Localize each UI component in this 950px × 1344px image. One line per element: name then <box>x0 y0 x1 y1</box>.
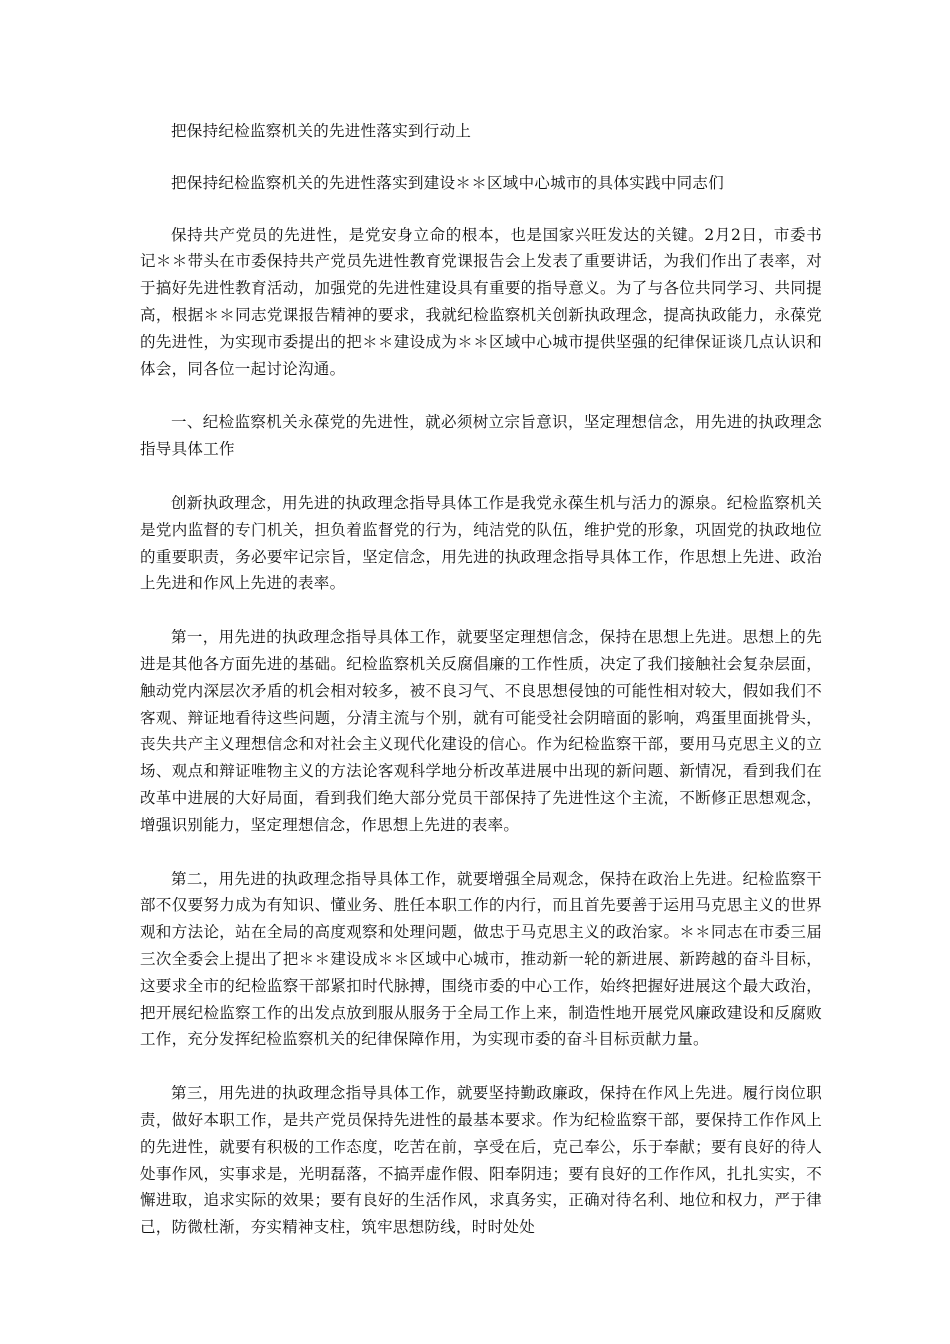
paragraph-second-point: 第二，用先进的执政理念指导具体工作，就要增强全局观念，保持在政治上先进。纪检监察干部不仅要努力成为有知识、懂业务、胜任本职工作的内行，而且首先要善于运用马克思主义的世界观和方法论，站在全局的高度观察和处理问题，做忠于马克思主义的政治家。＊＊同志在市委三届三次全委会上提出了把＊＊建设成＊＊区域中心城市，推动新一轮的新进展、新跨越的奋斗目标，这要求全市的纪检监察干部紧扣时代脉搏，围绕市委的中心工作，始终把握好进展这个最大政治，把开展纪检监察工作的出发点放到服从服务于全局工作上来，制造性地开展党风廉政建设和反腐败工作，充分发挥纪检监察机关的纪律保障作用，为实现市委的奋斗目标贡献力量。 <box>140 869 822 1049</box>
paragraph-first-point: 第一，用先进的执政理念指导具体工作，就要坚定理想信念，保持在思想上先进。思想上的先进是其他各方面先进的基础。纪检监察机关反腐倡廉的工作性质，决定了我们接触社会复杂层面，触动党内深层次矛盾的机会相对较多，被不良习气、不良思想侵蚀的可能性相对较大，假如我们不客观、辩证地看待这些问题，分清主流与个别，就有可能受社会阴暗面的影响，鸡蛋里面挑骨头，丧失共产主义理想信念和对社会主义现代化建设的信心。作为纪检监察干部，要用马克思主义的立场、观点和辩证唯物主义的方法论客观科学地分析改革进展中出现的新问题、新情况，看到我们在改革中进展的大好局面，看到我们绝大部分党员干部保持了先进性这个主流，不断修正思想观念，增强识别能力，坚定理想信念，作思想上先进的表率。 <box>140 628 822 834</box>
document-subtitle: 把保持纪检监察机关的先进性落实到建设＊＊区域中心城市的具体实践中同志们 <box>171 173 725 192</box>
paragraph-intro: 保持共产党员的先进性，是党安身立命的根本，也是国家兴旺发达的关键。2月2日，市委书记＊＊带头在市委保持共产党员先进性教育党课报告会上发表了重要讲话，为我们作出了表率，对于搞好先进性教育活动，加强党的先进性建设具有重要的指导意义。为了与各位共同学习、共同提高，根据＊＊同志党课报告精神的要求，我就纪检监察机关创新执政理念，提高执政能力，永葆党的先进性，为实现市委提出的把＊＊建设成为＊＊区域中心城市提供坚强的纪律保证谈几点认识和体会，同各位一起讨论沟通。 <box>140 225 822 378</box>
document-body <box>140 118 822 1268</box>
paragraph-section-one-intro: 创新执政理念，用先进的执政理念指导具体工作是我党永葆生机与活力的源泉。纪检监察机关是党内监督的专门机关，担负着监督党的行为，纯洁党的队伍，维护党的形象，巩固党的执政地位的重要职责，务必要牢记宗旨，坚定信念，用先进的执政理念指导具体工作，作思想上先进、政治上先进和作风上先进的表率。 <box>140 493 822 593</box>
document-title: 把保持纪检监察机关的先进性落实到行动上 <box>171 122 472 140</box>
section-heading-one: 一、纪检监察机关永葆党的先进性，就必须树立宗旨意识，坚定理想信念，用先进的执政理念指导具体工作 <box>140 413 822 459</box>
paragraph-third-point: 第三，用先进的执政理念指导具体工作，就要坚持勤政廉政，保持在作风上先进。履行岗位职责，做好本职工作，是共产党员保持先进性的最基本要求。作为纪检监察干部，要保持工作作风上的先进性，就要有积极的工作态度，吃苦在前，享受在后，克己奉公，乐于奉献；要有良好的待人处事作风，实事求是，光明磊落，不搞弄虚作假、阳奉阴违；要有良好的工作作风，扎扎实实，不懈进取，追求实际的效果；要有良好的生活作风，求真务实，正确对待名利、地位和权力，严于律己，防微杜渐，夯实精神支柱，筑牢思想防线，时时处处 <box>140 1084 822 1237</box>
